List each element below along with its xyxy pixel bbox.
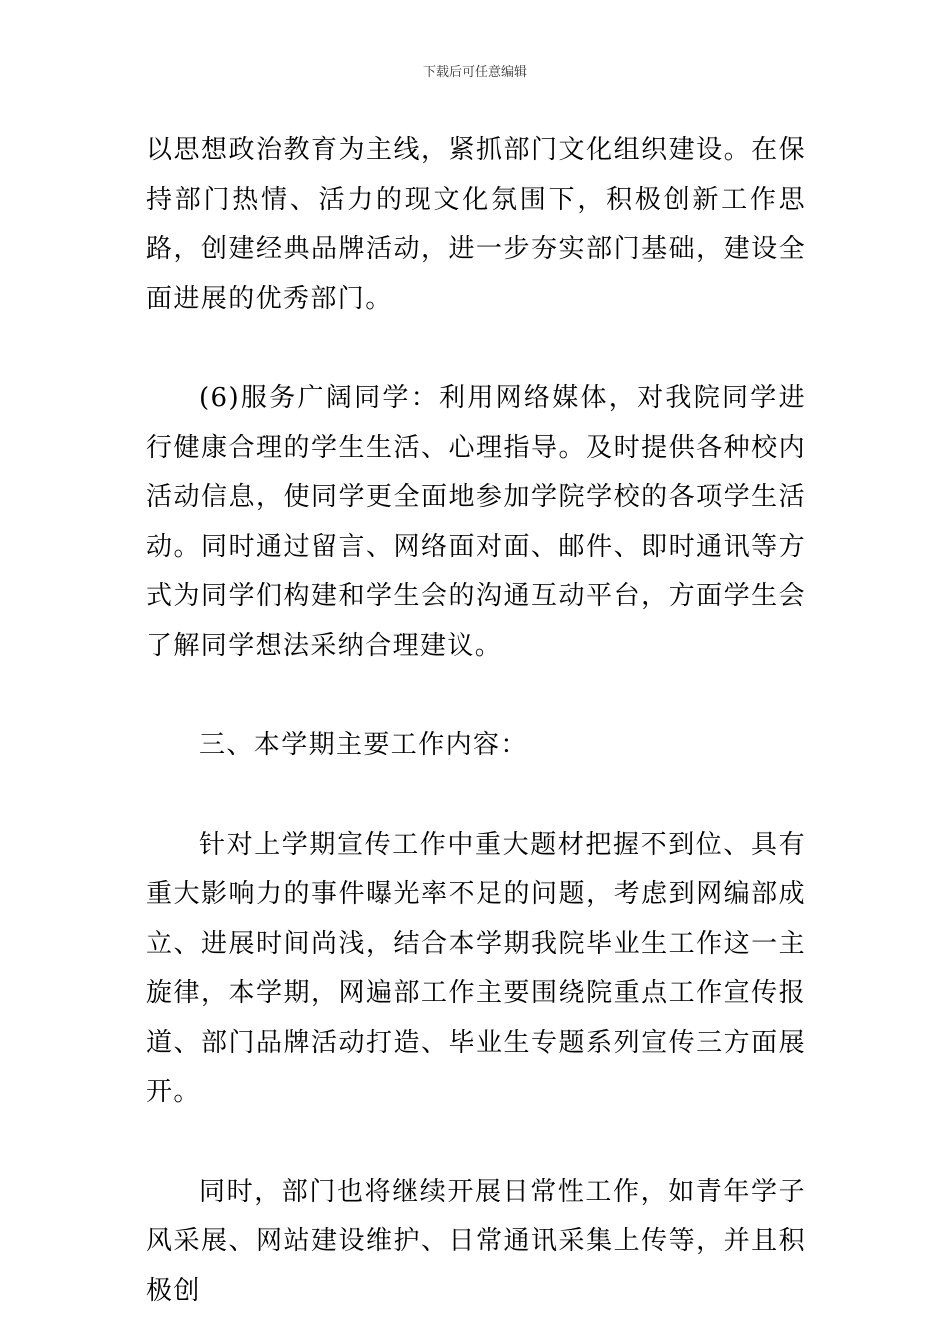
- paragraph-1: 以思想政治教育为主线，紧抓部门文化组织建设。在保持部门热情、活力的现文化氛围下，积极创新工作思路，创建经典品牌活动，进一步夯实部门基础，建设全面进展的优秀部门。: [146, 135, 806, 314]
- section-heading: 三、本学期主要工作内容：: [199, 730, 528, 760]
- document-body: [146, 126, 806, 1316]
- paragraph-2: (6)服务广阔同学：利用网络媒体，对我院同学进行健康合理的学生生活、心理指导。及时提供各种校内活动信息，使同学更全面地参加学院学校的各项学生活动。同时通过留言、网络面对面、邮件、即时通讯等方式为同学们构建和学生会的沟通互动平台，方面学生会了解同学想法采纳合理建议。: [146, 383, 806, 661]
- paragraph-3: 针对上学期宣传工作中重大题材把握不到位、具有重大影响力的事件曝光率不足的问题，考虑到网编部成立、进展时间尚浅，结合本学期我院毕业生工作这一主旋律，本学期，网遍部工作主要围绕院重点工作宣传报道、部门品牌活动打造、毕业生专题系列宣传三方面展开。: [146, 829, 806, 1107]
- paragraph-4: 同时，部门也将继续开展日常性工作，如青年学子风采展、网站建设维护、日常通讯采集上传等，并且积极创: [146, 1176, 806, 1306]
- page-header: 下载后可任意编辑: [422, 65, 527, 80]
